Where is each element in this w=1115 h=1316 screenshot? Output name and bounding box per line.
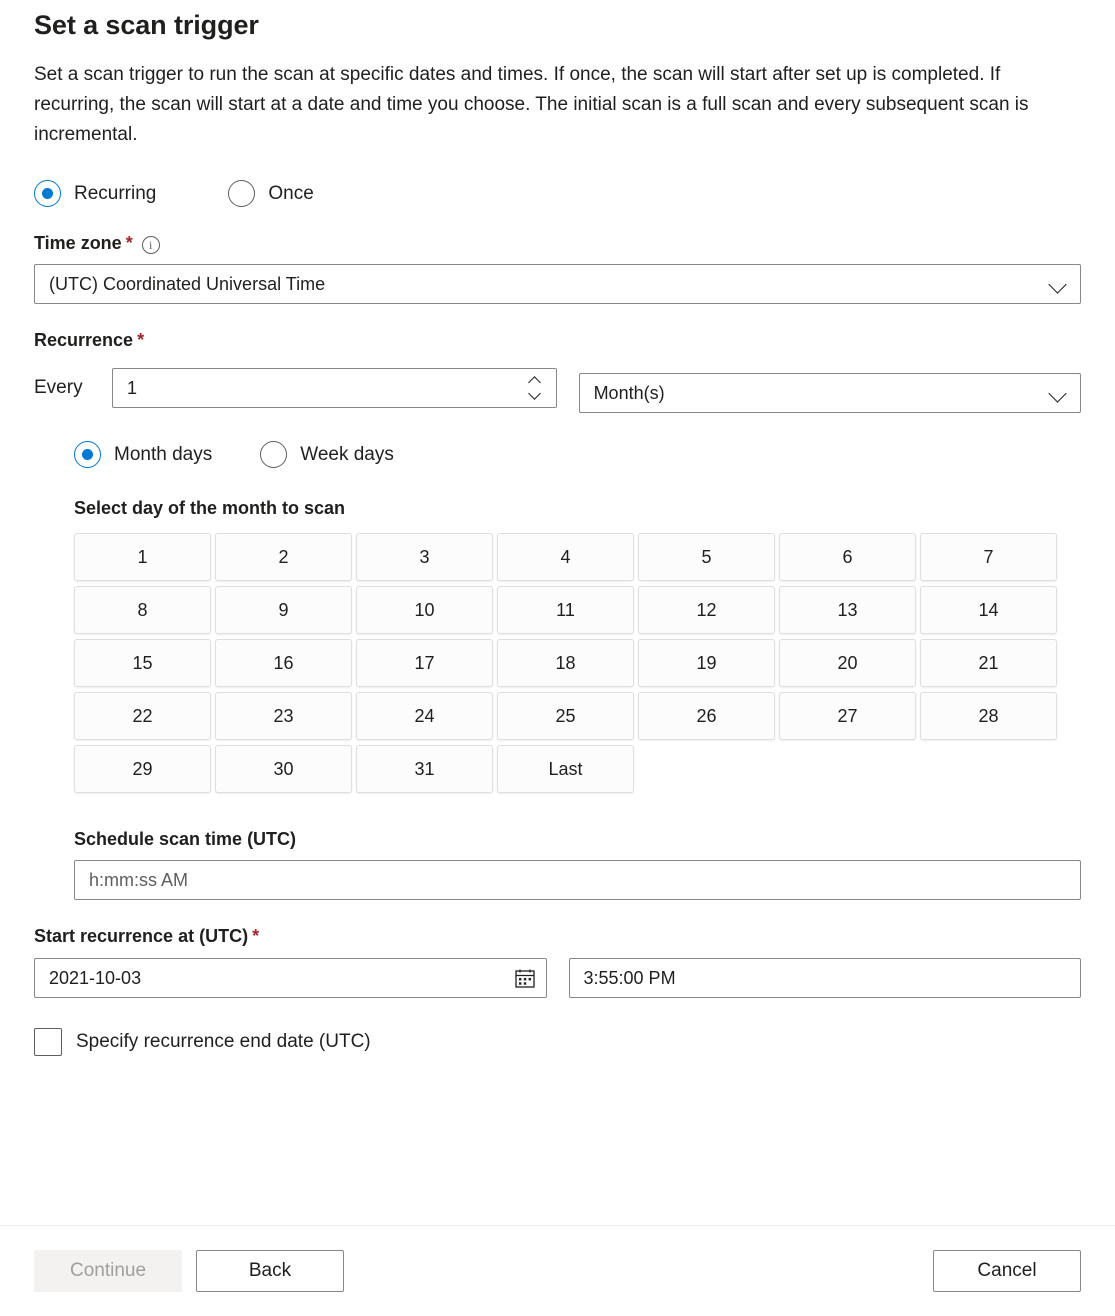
day-cell[interactable]: 9 [215,586,352,634]
day-cell[interactable]: 22 [74,692,211,740]
chevron-down-icon[interactable] [528,391,541,398]
day-cell[interactable]: 16 [215,639,352,687]
day-cell[interactable]: 24 [356,692,493,740]
day-cell[interactable]: 28 [920,692,1057,740]
start-time-value: 3:55:00 PM [583,967,676,988]
end-date-checkbox-label: Specify recurrence end date (UTC) [76,1031,371,1052]
start-recurrence-label [34,926,1081,947]
day-cell[interactable]: 12 [638,586,775,634]
day-cell[interactable]: 13 [779,586,916,634]
chevron-down-icon [1048,383,1068,403]
radio-recurring-icon [34,180,61,207]
day-cell[interactable]: 18 [497,639,634,687]
radio-once-label: Once [268,182,314,204]
start-time-field[interactable] [569,958,1082,998]
recurrence-interval-value: 1 [127,377,138,398]
start-recurrence-label-text: Start recurrence at (UTC) [34,926,249,946]
radio-once[interactable] [228,180,313,207]
month-days-title: Select day of the month to scan [74,498,346,518]
day-cell[interactable]: 27 [779,692,916,740]
radio-month-days-icon [74,441,101,468]
schedule-scan-time-placeholder: h:mm:ss AM [89,869,189,890]
timezone-select[interactable] [34,264,1081,304]
day-cell[interactable]: 25 [497,692,634,740]
start-date-field[interactable] [34,958,547,998]
start-recurrence-row [34,958,1081,998]
day-cell[interactable]: 1 [74,533,211,581]
recurrence-interval-stepper[interactable] [112,368,557,408]
every-label: Every [34,377,83,398]
footer-actions [0,1225,1115,1316]
end-date-checkbox[interactable] [34,1028,62,1056]
back-button[interactable]: Back [196,1250,344,1292]
radio-week-days[interactable] [260,441,394,468]
schedule-scan-time-input[interactable] [74,860,1081,900]
day-cell[interactable]: 14 [920,586,1057,634]
timezone-required-marker: * [125,233,133,253]
info-icon[interactable]: i [142,236,160,254]
recurrence-unit-value: Month(s) [593,382,665,403]
start-date-value: 2021-10-03 [49,967,142,988]
day-cell[interactable]: 17 [356,639,493,687]
recurrence-label-text: Recurrence [34,330,134,350]
recurrence-required-marker: * [137,330,145,350]
radio-month-days-label: Month days [114,443,213,465]
timezone-value: (UTC) Coordinated Universal Time [49,273,326,294]
radio-recurring[interactable] [34,180,156,207]
timezone-label [34,233,1081,254]
radio-week-days-label: Week days [300,443,394,465]
day-cell[interactable]: 7 [920,533,1057,581]
start-time-input[interactable] [569,958,1082,998]
day-cell[interactable]: 4 [497,533,634,581]
day-cell[interactable]: 8 [74,586,211,634]
radio-week-days-icon [260,441,287,468]
start-date-input[interactable] [34,958,547,998]
day-cell[interactable]: 10 [356,586,493,634]
day-cell[interactable]: 2 [215,533,352,581]
recurrence-row [34,363,1081,413]
recurrence-label [34,330,1081,351]
radio-month-days[interactable] [74,441,212,468]
month-day-grid [74,533,1034,793]
day-cell[interactable]: 5 [638,533,775,581]
schedule-scan-time-label: Schedule scan time (UTC) [74,829,297,849]
chevron-up-icon[interactable] [528,378,541,385]
trigger-mode-radio-group [34,180,1081,207]
day-cell[interactable]: 15 [74,639,211,687]
day-cell[interactable]: 29 [74,745,211,793]
panel-content [0,8,1115,1056]
radio-once-icon [228,180,255,207]
day-cell[interactable]: 23 [215,692,352,740]
stepper-arrows[interactable] [524,369,546,407]
recurrence-details [74,441,1081,900]
day-cell[interactable]: 31 [356,745,493,793]
chevron-down-icon [1048,274,1068,294]
end-date-checkbox-row[interactable] [34,1028,1081,1056]
cancel-button[interactable]: Cancel [933,1250,1081,1292]
timezone-label-text: Time zone [34,233,122,253]
day-cell-last[interactable]: Last [497,745,634,793]
day-cell[interactable]: 6 [779,533,916,581]
calendar-icon[interactable] [514,967,536,989]
day-cell[interactable]: 21 [920,639,1057,687]
day-cell[interactable]: 19 [638,639,775,687]
radio-recurring-label: Recurring [74,182,157,204]
day-cell[interactable]: 3 [356,533,493,581]
page-title: Set a scan trigger [34,10,259,40]
recurrence-unit-select[interactable] [579,373,1081,413]
start-recurrence-required-marker: * [252,926,260,946]
continue-button[interactable]: Continue [34,1250,182,1292]
page-description: Set a scan trigger to run the scan at specific dates and times. If once, the scan will start after set up is completed. If recurring, the scan will start at a date and time you choose. The initial scan is a full scan and every subsequent scan is incremental. [34,64,1029,145]
day-cell[interactable]: 30 [215,745,352,793]
day-cell[interactable]: 20 [779,639,916,687]
day-cell[interactable]: 11 [497,586,634,634]
day-mode-radio-group [74,441,1081,468]
day-cell[interactable]: 26 [638,692,775,740]
